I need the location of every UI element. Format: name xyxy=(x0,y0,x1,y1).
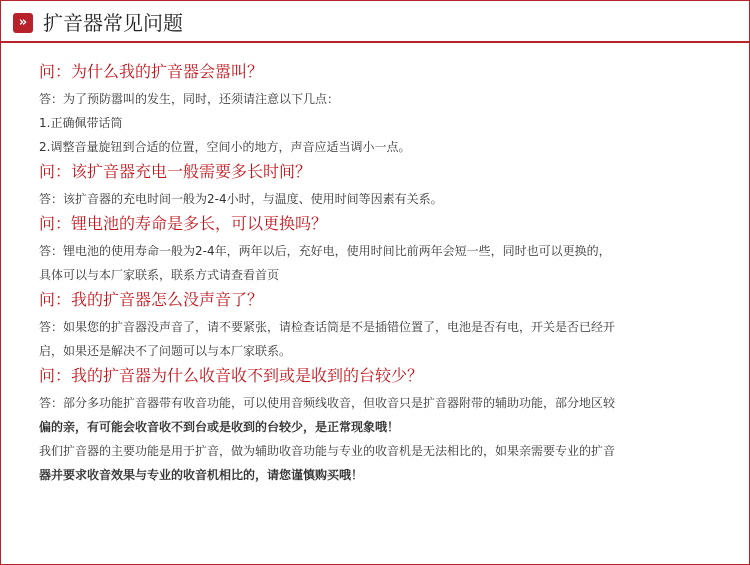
faq-item xyxy=(39,161,719,211)
faq-item xyxy=(39,61,719,159)
faq-item xyxy=(39,365,719,487)
faq-answer xyxy=(39,187,719,211)
answer-line: 2.调整音量旋钮到合适的位置，空间小的地方，声音应适当调小一点。 xyxy=(39,140,411,154)
faq-answer xyxy=(39,87,719,159)
faq-question: 问：为什么我的扩音器会嚣叫？ xyxy=(39,62,264,81)
double-chevron-right-icon: » xyxy=(13,13,33,33)
answer-line: 器并要求收音效果与专业的收音机相比的，请您谨慎购买哦！ xyxy=(39,468,364,482)
answer-line: 答：为了预防嚣叫的发生，同时，还须请注意以下几点： xyxy=(39,92,340,106)
faq-question: 问：该扩音器充电一般需要多长时间？ xyxy=(39,162,312,181)
answer-line: 具体可以与本厂家联系，联系方式请查看首页 xyxy=(39,268,280,282)
faq-question: 问：锂电池的寿命是多长，可以更换吗？ xyxy=(39,214,328,233)
section-header xyxy=(1,1,749,43)
answer-line: 答：部分多功能扩音器带有收音功能，可以使用音频线收音，但收音只是扩音器附带的辅助功能，部分地区较 xyxy=(39,396,616,410)
answer-line: 1.正确佩带话筒 xyxy=(39,116,123,130)
section-title: 扩音器常见问题 xyxy=(43,11,183,35)
faq-question: 问：我的扩音器怎么没声音了？ xyxy=(39,290,264,309)
answer-line: 答：锂电池的使用寿命一般为2-4年，两年以后，充好电，使用时间比前两年会短一些，同时也可以更换的， xyxy=(39,244,611,258)
faq-list xyxy=(39,61,719,487)
answer-line: 启，如果还是解决不了问题可以与本厂家联系。 xyxy=(39,344,292,358)
faq-item xyxy=(39,289,719,363)
faq-answer xyxy=(39,391,719,487)
answer-line: 偏的亲，有可能会收音收不到台或是收到的台较少，是正常现象哦！ xyxy=(39,420,400,434)
faq-item xyxy=(39,213,719,287)
answer-line: 答：该扩音器的充电时间一般为2-4小时，与温度、使用时间等因素有关系。 xyxy=(39,192,443,206)
faq-question: 问：我的扩音器为什么收音收不到或是收到的台较少？ xyxy=(39,366,424,385)
faq-answer xyxy=(39,315,719,363)
answer-line: 答：如果您的扩音器没声音了，请不要紧张，请检查话筒是不是插错位置了，电池是否有电，开关是否已经开 xyxy=(39,320,616,334)
answer-line: 我们扩音器的主要功能是用于扩音，做为辅助收音功能与专业的收音机是无法相比的，如果亲需要专业的扩音 xyxy=(39,444,616,458)
faq-answer xyxy=(39,239,719,287)
